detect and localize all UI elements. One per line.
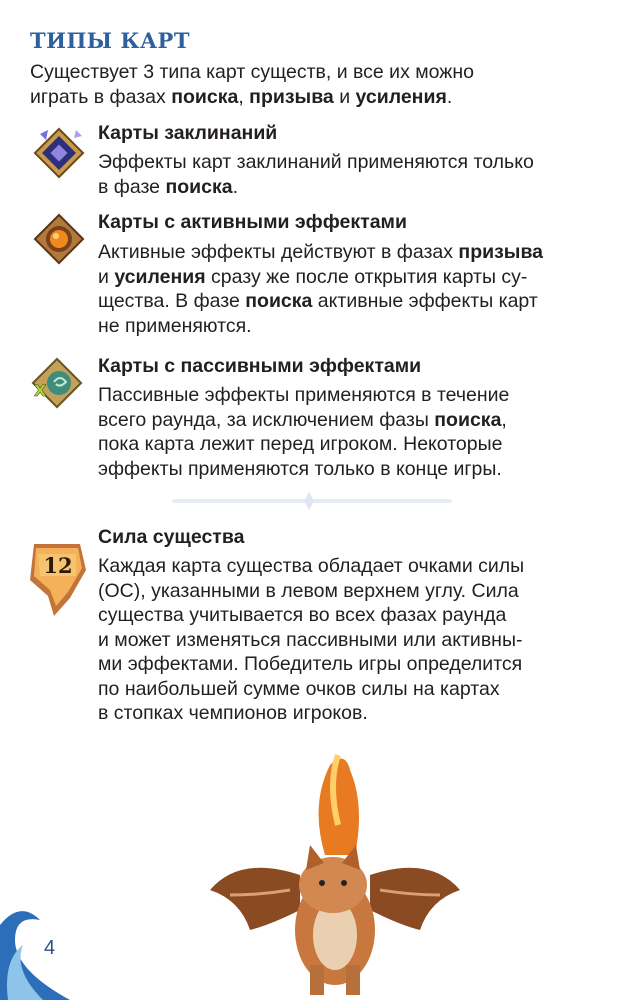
bold-term: призыва [249,85,334,108]
bold-term: призыва [458,241,544,263]
text-run: Активные эффекты действуют в фазах [98,241,459,263]
text-line [98,265,543,290]
text-line [30,60,474,85]
text-line [98,579,524,604]
passive-effect-icon [26,352,88,414]
section-text-spell [98,150,534,199]
text-run: в стопках чемпионов игроков. [98,702,368,724]
text-run: Существует 3 типа карт существ, и все их можно [30,61,474,83]
page-number: 4 [44,937,56,959]
intro-paragraph [30,60,474,109]
power-badge-value: 12 [43,553,73,578]
text-run: существа учитывается во всех фазах раунда [98,604,507,626]
text-run: играть в фазах [30,85,172,108]
divider-ornament-icon [304,492,314,510]
text-line [98,554,524,579]
bold-term: усиления [355,85,447,108]
text-line [98,314,543,339]
text-run: ми эффектами. Победитель игры определится [98,653,523,675]
section-text-passive [98,383,509,481]
text-line [98,701,524,726]
text-line [98,603,524,628]
bold-term: поиска [171,85,239,108]
bold-term: поиска [165,175,233,198]
text-line [98,432,509,457]
text-line [98,240,543,265]
text-line [98,175,534,200]
text-run: по наибольшей сумме очков силы на картах [98,677,500,700]
winged-cat-illustration [200,735,470,1000]
text-run: активные эффекты карт [312,290,538,312]
bold-term: поиска [245,290,313,312]
text-run: всего раунда, за исключением фазы [98,408,435,431]
text-line [98,408,509,433]
section-heading-passive: Карты с пассивными эффектами [98,355,422,377]
section-text-active [98,240,543,338]
section-heading-spell: Карты заклинаний [98,122,278,144]
text-run: , [501,408,507,431]
bold-term: усиления [114,265,206,288]
text-run: (ОС), указанными в левом верхнем углу. Сила [98,579,519,602]
text-run: не применяются. [98,314,252,337]
text-run: сразу же после открытия карты су- [205,265,528,288]
bold-term: поиска [434,408,502,431]
section-heading-active: Карты с активными эффектами [98,211,407,233]
text-line [98,652,524,677]
text-run: Эффекты карт заклинаний применяются только [98,151,534,173]
wave-ornament-icon [0,905,70,1000]
text-run: Каждая карта существа обладает очками силы [98,555,525,577]
text-run: Пассивные эффекты применяются в течение [98,384,510,406]
text-run: эффекты применяются только в конце игры. [98,457,502,480]
text-run: и может изменяться пассивными или активны- [98,628,523,651]
power-badge-icon [20,540,92,620]
text-run: и [333,85,356,108]
spell-card-icon [28,122,90,184]
text-line [98,383,509,408]
text-run: , [238,85,250,108]
text-line [98,457,509,482]
text-line [30,85,474,110]
text-run: . [446,85,453,108]
text-line [98,628,524,653]
text-run: в фазе [98,175,166,198]
text-run: пока карта лежит перед игроком. Некоторые [98,433,503,455]
section-text-power [98,554,524,726]
text-line [98,289,543,314]
section-heading-power: Сила существа [98,526,245,548]
text-run: щества. В фазе [98,290,246,312]
page-title: ТИПЫ КАРТ [30,28,190,53]
text-run: и [98,265,115,288]
text-line [98,677,524,702]
active-effect-icon [28,208,90,270]
text-line [98,150,534,175]
text-run: . [232,175,238,198]
svg-text:X: X [34,381,47,400]
